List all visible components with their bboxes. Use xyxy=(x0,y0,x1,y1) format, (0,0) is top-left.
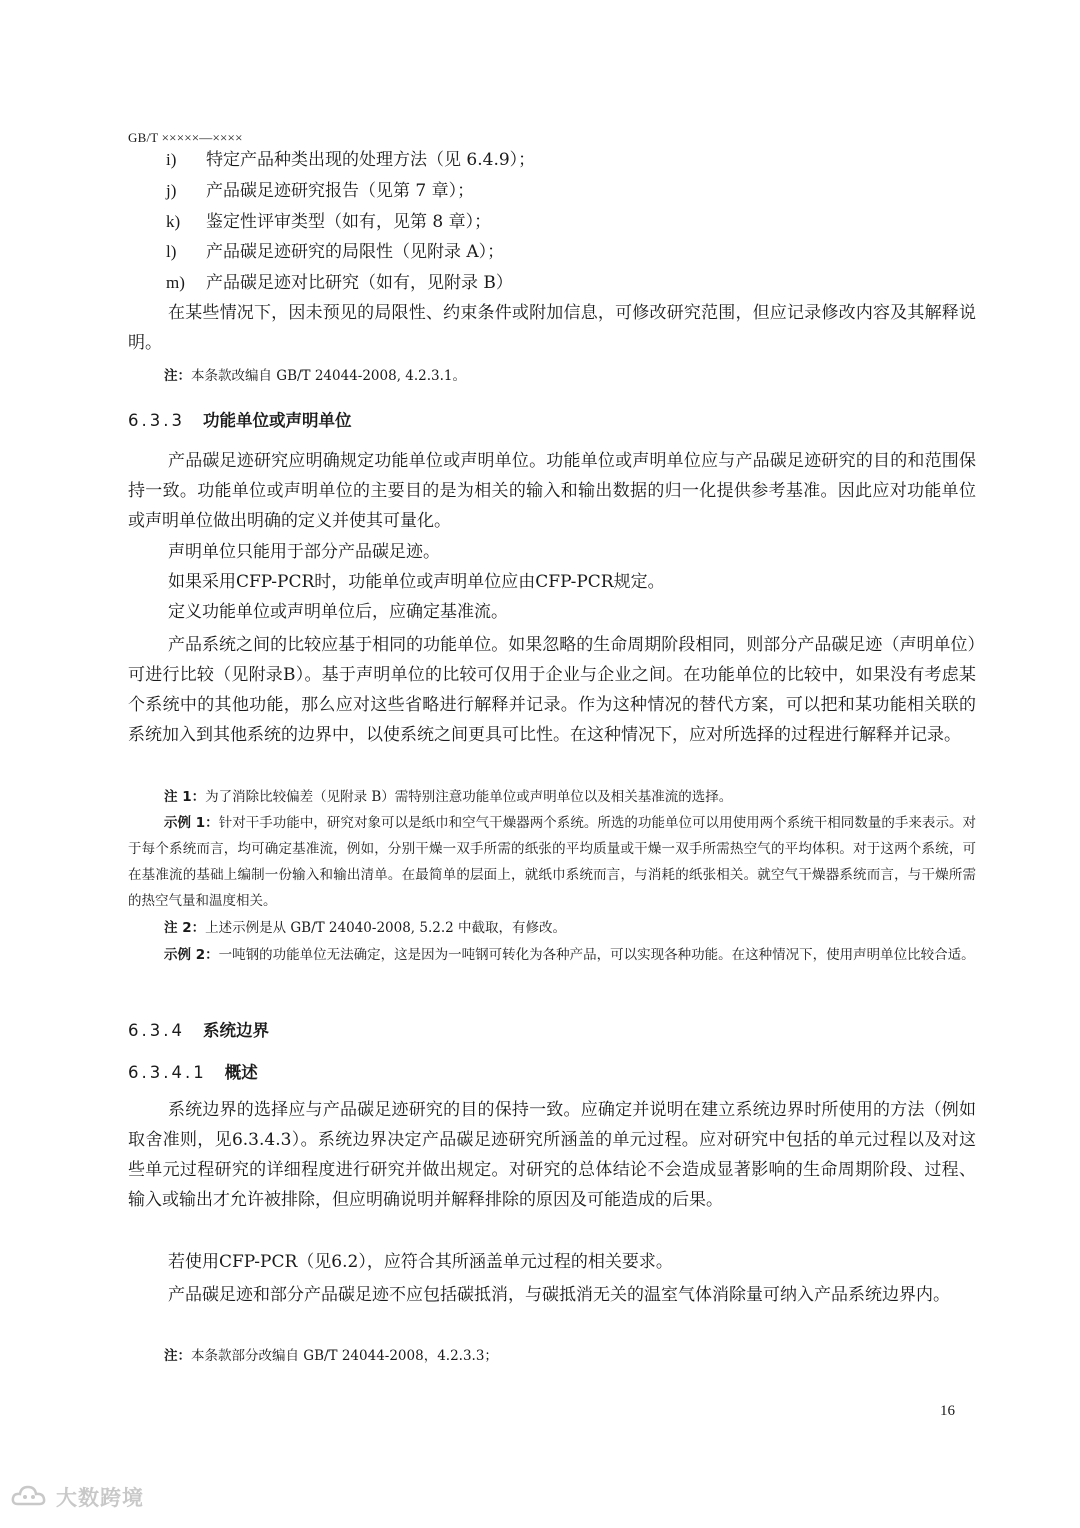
section-number: 6.3.4.1 xyxy=(128,1063,207,1082)
note-2 xyxy=(128,915,976,941)
list-marker: j) xyxy=(166,181,177,200)
section-heading-6-3-4 xyxy=(128,1017,269,1041)
watermark xyxy=(10,1482,144,1512)
note-scope xyxy=(128,363,976,389)
list-text: 产品碳足迹研究的局限性（见附录 A）； xyxy=(206,242,505,262)
example-text: 针对干手功能中，研究对象可以是纸巾和空气干燥器两个系统。所选的功能单位可以用使用两个系统干相同数量的手来表示。对于每个系统而言，均可确定基准流，例如，分别干燥一双手所需的纸张的平均质量或干燥一双手所需热空气的平均体积。对于这两个系统，可在基准流的基础上编制一份输入和输出清单。在最简单的层面上，就纸巾系统而言，与消耗的纸张相关。就空气干燥器系统而言，与干燥所需的热空气量和温度相关。 xyxy=(128,815,977,909)
paragraph: 若使用CFP-PCR（见6.2），应符合其所涵盖单元过程的相关要求。 xyxy=(168,1252,673,1272)
section-heading-6-3-4-1 xyxy=(128,1059,258,1083)
list-marker: k) xyxy=(166,212,181,231)
list-marker: l) xyxy=(166,242,177,261)
list-marker: m) xyxy=(166,273,185,292)
list-text: 鉴定性评审类型（如有，见第 8 章）； xyxy=(206,212,492,232)
paragraph-scope-change: 在某些情况下，因未预见的局限性、约束条件或附加信息，可修改研究范围，但应记录修改内容及其解释说明。 xyxy=(128,303,976,353)
section-heading-6-3-3 xyxy=(128,407,351,431)
example-text: 一吨钢的功能单位无法确定，这是因为一吨钢可转化为各种产品，可以实现各种功能。在这种情况下，使用声明单位比较合适。 xyxy=(218,947,975,963)
note-text: 上述示例是从 GB/T 24040-2008, 5.2.2 中截取，有修改。 xyxy=(205,920,567,936)
note-text: 本条款部分改编自 GB/T 24044-2008，4.2.3.3； xyxy=(191,1348,498,1364)
list-marker: i) xyxy=(166,150,177,169)
note-text: 为了消除比较偏差（见附录 B）需特别注意功能单位或声明单位以及相关基准流的选择。 xyxy=(205,789,733,805)
paragraph: 定义功能单位或声明单位后，应确定基准流。 xyxy=(168,602,508,622)
section-title: 功能单位或声明单位 xyxy=(202,411,352,430)
note-label: 注 1： xyxy=(164,789,206,805)
section-number: 6.3.4 xyxy=(128,1021,185,1040)
note-text: 本条款改编自 GB/T 24044-2008, 4.2.3.1。 xyxy=(191,368,467,384)
note-boundary xyxy=(128,1343,976,1369)
list-item xyxy=(166,212,491,232)
example-label: 示例 1： xyxy=(164,815,219,831)
note-label: 注 2： xyxy=(164,920,206,936)
note-1 xyxy=(128,784,976,810)
section-title: 系统边界 xyxy=(202,1021,269,1040)
list-item xyxy=(166,242,504,262)
list-text: 产品碳足迹研究报告（见第 7 章）； xyxy=(206,181,475,201)
paragraph: 产品碳足迹研究应明确规定功能单位或声明单位。功能单位或声明单位应与产品碳足迹研究的目的和范围保持一致。功能单位或声明单位的主要目的是为相关的输入和输出数据的归一化提供参考基准。因此应对功能单位或声明单位做出明确的定义并使其可量化。 xyxy=(128,451,976,531)
list-item xyxy=(166,181,474,201)
example-label: 示例 2： xyxy=(164,947,219,963)
note-label: 注： xyxy=(164,368,191,384)
note-label: 注： xyxy=(164,1348,191,1364)
section-number: 6.3.3 xyxy=(128,411,185,430)
page-number: 16 xyxy=(940,1403,955,1419)
paragraph: 系统边界的选择应与产品碳足迹研究的目的保持一致。应确定并说明在建立系统边界时所使用的方法（例如取舍准则，见6.3.4.3）。系统边界决定产品碳足迹研究所涵盖的单元过程。应对研究中包括的单元过程以及对这些单元过程研究的详细程度进行研究并做出规定。对研究的总体结论不会造成显著影响的生命周期阶段、过程、输入或输出才允许被排除，但应明确说明并解释排除的原因及可能造成的后果。 xyxy=(128,1100,976,1210)
document-code-header: GB/T ×××××—×××× xyxy=(128,130,243,145)
example-2 xyxy=(128,942,976,968)
paragraph: 产品碳足迹和部分产品碳足迹不应包括碳抵消，与碳抵消无关的温室气体消除量可纳入产品系统边界内。 xyxy=(168,1285,950,1305)
paragraph: 声明单位只能用于部分产品碳足迹。 xyxy=(168,542,440,562)
list-item xyxy=(166,273,513,293)
example-1 xyxy=(128,810,976,914)
cloud-logo-icon xyxy=(10,1482,50,1512)
list-text: 特定产品种类出现的处理方法（见 6.4.9）； xyxy=(206,150,536,170)
watermark-text: 大数跨境 xyxy=(56,1486,144,1510)
section-title: 概述 xyxy=(224,1063,258,1082)
paragraph: 如果采用CFP-PCR时，功能单位或声明单位应由CFP-PCR规定。 xyxy=(168,572,665,592)
list-item xyxy=(166,150,535,170)
paragraph: 产品系统之间的比较应基于相同的功能单位。如果忽略的生命周期阶段相同，则部分产品碳足迹（声明单位）可进行比较（见附录B）。基于声明单位的比较可仅用于企业与企业之间。在功能单位的比较中，如果没有考虑某个系统中的其他功能，那么应对这些省略进行解释并记录。作为这种情况的替代方案，可以把和某功能相关联的系统加入到其他系统的边界中，以使系统之间更具可比性。在这种情况下，应对所选择的过程进行解释并记录。 xyxy=(128,635,976,745)
list-text: 产品碳足迹对比研究（如有，见附录 B） xyxy=(206,273,513,293)
